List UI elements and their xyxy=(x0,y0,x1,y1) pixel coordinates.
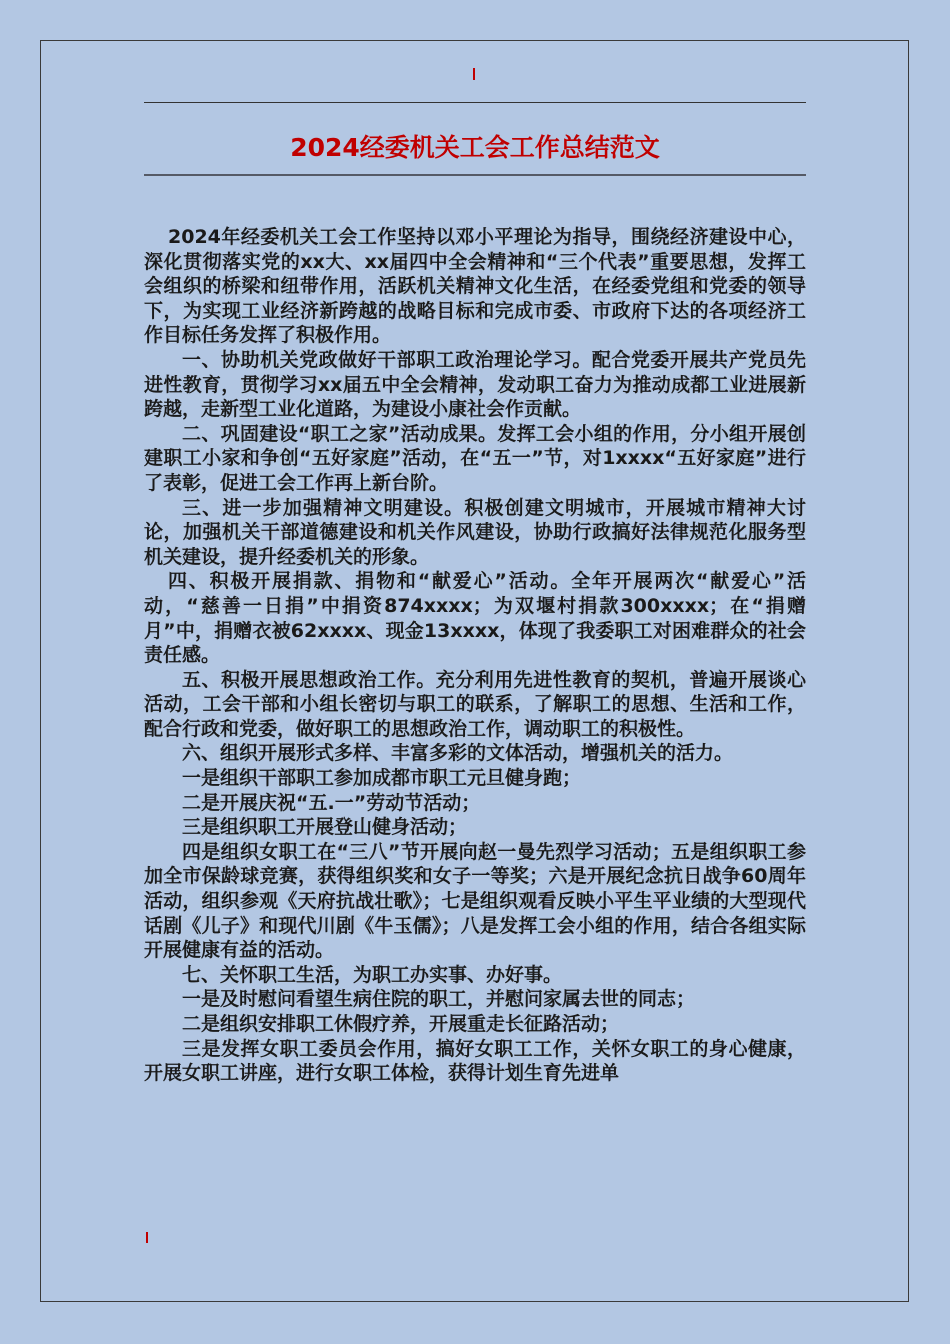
section-4-paragraph: 四、积极开展捐款、捐物和“献爱心”活动。全年开展两次“献爱心”活动，“慈善一日捐”中捐资874xxxx；为双堰村捐款300xxxx；在“捐赠月”中，捐赠衣被62xxxx、现金13xxxx，体现了我委职工对困难群众的社会责任感。 xyxy=(144,570,806,667)
section-6-item-4-8: 四是组织女职工在“三八”节开展向赵一曼先烈学习活动；五是组织职工参加全市保龄球竞赛，获得组织奖和女子一等奖；六是开展纪念抗日战争60周年活动，组织参观《天府抗战壮歌》；七是组织观看反映小平生平业绩的大型现代话剧《儿子》和现代川剧《牛玉儒》；八是发挥工会小组的作用，结合各组实际开展健康有益的活动。 xyxy=(144,840,806,962)
title-rule xyxy=(144,174,806,176)
section-6-item-2: 二是开展庆祝“五.一”劳动节活动； xyxy=(182,791,481,814)
document-body xyxy=(144,225,806,1086)
section-7-item-1: 一是及时慰问看望生病住院的职工，并慰问家属去世的同志； xyxy=(182,988,696,1011)
section-6-item-1: 一是组织干部职工参加成都市职工元旦健身跑； xyxy=(182,767,582,790)
section-7-item-3: 三是发挥女职工委员会作用，搞好女职工工作，关怀女职工的身心健康，开展女职工讲座，进行女职工体检，获得计划生育先进单 xyxy=(144,1037,806,1085)
header-mark xyxy=(473,68,475,80)
footer-mark xyxy=(146,1232,148,1243)
intro-paragraph: 2024年经委机关工会工作坚持以邓小平理论为指导，围绕经济建设中心，深化贯彻落实党的xx大、xx届四中全会精神和“三个代表”重要思想，发挥工会组织的桥梁和纽带作用，活跃机关精神文化生活，在经委党组和党委的领导下，为实现工业经济新跨越的战略目标和完成市委、市政府下达的各项经济工作目标任务发挥了积极作用。 xyxy=(144,226,806,347)
section-7-item-2: 二是组织安排职工休假疗养，开展重走长征路活动； xyxy=(182,1013,620,1035)
section-2-paragraph: 二、巩固建设“职工之家”活动成果。发挥工会小组的作用，分小组开展创建职工小家和争创“五好家庭”活动，在“五一”节，对1xxxx“五好家庭”进行了表彰，促进工会工作再上新台阶。 xyxy=(144,422,806,494)
section-5-paragraph: 五、积极开展思想政治工作。充分利用先进性教育的契机，普遍开展谈心活动，工会干部和小组长密切与职工的联系，了解职工的思想、生活和工作，配合行政和党委，做好职工的思想政治工作，调动职工的积极性。 xyxy=(144,668,806,740)
document-title: 2024经委机关工会工作总结范文 xyxy=(290,133,660,162)
section-1-paragraph: 一、协助机关党政做好干部职工政治理论学习。配合党委开展共产党员先进性教育，贯彻学习xx届五中全会精神，发动职工奋力为推动成都工业进展新跨越，走新型工业化道路，为建设小康社会作贡献。 xyxy=(144,348,806,421)
section-6-heading: 六、组织开展形式多样、丰富多彩的文体活动，增强机关的活力。 xyxy=(182,742,734,765)
section-3-paragraph: 三、进一步加强精神文明建设。积极创建文明城市，开展城市精神大讨论，加强机关干部道德建设和机关作风建设，协助行政搞好法律规范化服务型机关建设，提升经委机关的形象。 xyxy=(144,496,806,568)
header-rule xyxy=(144,102,806,103)
section-7-heading: 七、关怀职工生活，为职工办实事、办好事。 xyxy=(182,963,563,986)
section-6-item-3: 三是组织职工开展登山健身活动； xyxy=(182,816,468,839)
